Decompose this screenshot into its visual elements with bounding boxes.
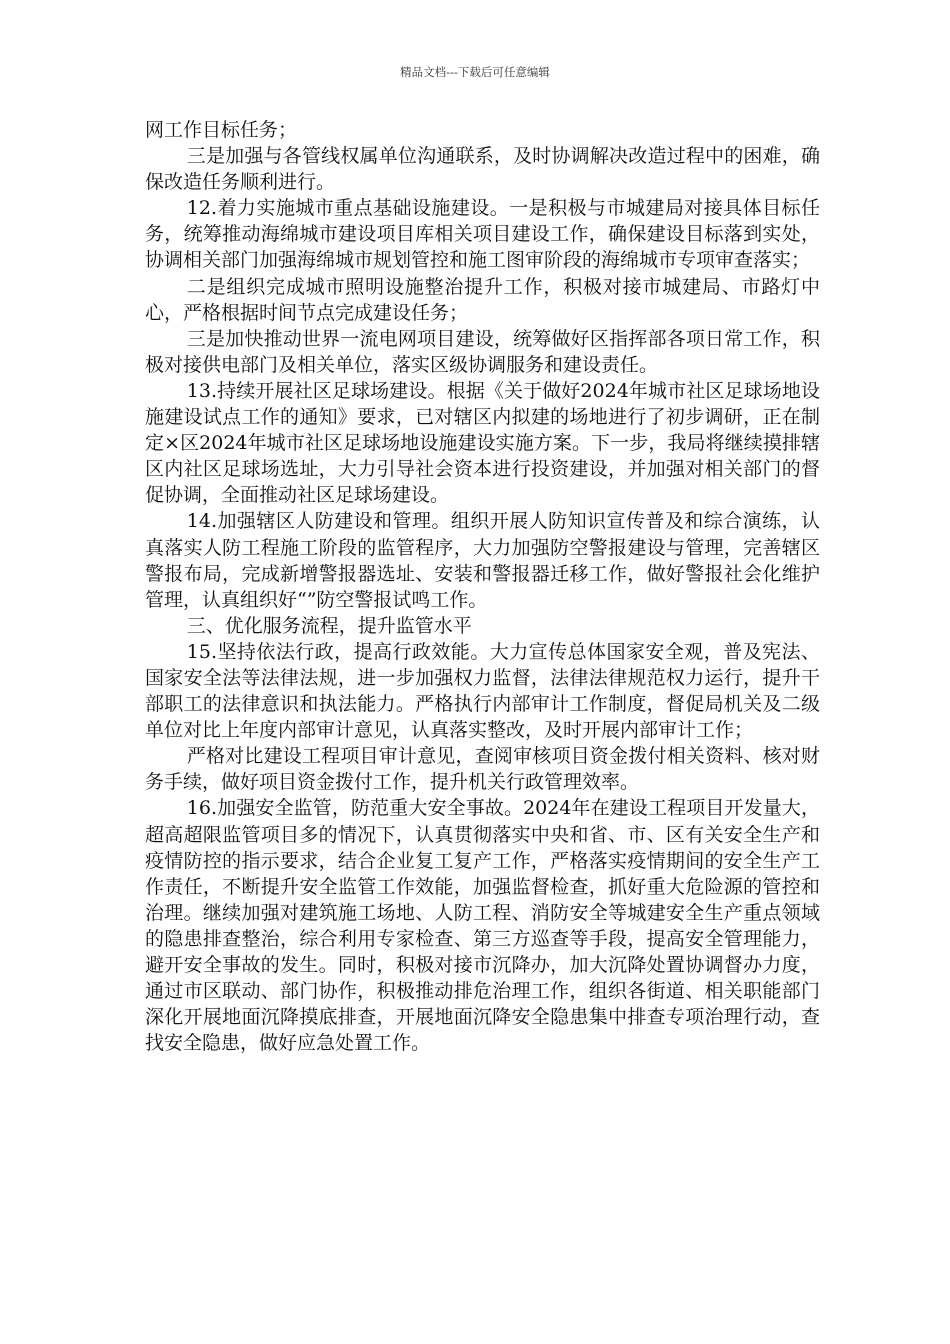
paragraph: 13.持续开展社区足球场建设。根据《关于做好2024年城市社区足球场地设施建设试点工作的通知》要求，已对辖区内拟建的场地进行了初步调研，正在制定×区2024年城市社区足球场地设施建设实施方案。下一步，我局将继续摸排辖区内社区足球场选址，大力引导社会资本进行投资建设，并加强对相关部门的督促协调，全面推动社区足球场建设。 — [145, 379, 820, 507]
paragraph: 14.加强辖区人防建设和管理。组织开展人防知识宣传普及和综合演练，认真落实人防工程施工阶段的监管程序，大力加强防空警报建设与管理，完善辖区警报布局，完成新增警报器选址、安装和警报器迁移工作，做好警报社会化维护管理，认真组织好“”防空警报试鸣工作。 — [145, 510, 820, 611]
section-heading: 三、优化服务流程，提升监管水平 — [186, 614, 472, 637]
paragraph: 三是加快推动世界一流电网项目建设，统筹做好区指挥部各项日常工作，积极对接供电部门及相关单位，落实区级协调服务和建设责任。 — [145, 327, 820, 376]
paragraph: 网工作目标任务； — [145, 119, 298, 141]
paragraph: 12.着力实施城市重点基础设施建设。一是积极与市城建局对接具体目标任务，统筹推动海绵城市建设项目库相关项目建设工作，确保建设目标落到实处，协调相关部门加强海绵城市规划管控和施工图审阶段的海绵城市专项审查落实； — [145, 197, 820, 272]
paragraph: 三是加强与各管线权属单位沟通联系，及时协调解决改造过程中的困难，确保改造任务顺利进行。 — [145, 145, 820, 194]
paragraph: 15.坚持依法行政，提高行政效能。大力宣传总体国家安全观，普及宪法、国家安全法等法律法规，进一步加强权力监督，法律法律规范权力运行，提升干部职工的法律意识和执法能力。严格执行内部审计工作制度，督促局机关及二级单位对比上年度内部审计意见，认真落实整改，及时开展内部审计工作； — [145, 640, 820, 742]
paragraph: 16.加强安全监管，防范重大安全事故。2024年在建设工程项目开发量大，超高超限监管项目多的情况下，认真贯彻落实中央和省、市、区有关安全生产和疫情防控的指示要求，结合企业复工复产工作，严格落实疫情期间的安全生产工作责任，不断提升安全监管工作效能，加强监督检查，抓好重大危险源的管控和治理。继续加强对建筑施工场地、人防工程、消防安全等城建安全生产重点领域的隐患排查整治，综合利用专家检查、第三方巡查等手段，提高安全管理能力，避开安全事故的发生。同时，积极对接市沉降办，加大沉降处置协调督办力度，通过市区联动、部门协作，积极推动排危治理工作，组织各街道、相关职能部门深化开展地面沉降摸底排查，开展地面沉降安全隐患集中排查专项治理行动，查找安全隐患，做好应急处置工作。 — [145, 797, 820, 1055]
document-body — [145, 117, 820, 1056]
paragraph: 二是组织完成城市照明设施整治提升工作，积极对接市城建局、市路灯中心，严格根据时间节点完成建设任务； — [145, 275, 820, 324]
page-header: 精品文档---下载后可任意编辑 — [400, 65, 550, 79]
paragraph: 严格对比建设工程项目审计意见，查阅审核项目资金拨付相关资料、核对财务手续，做好项目资金拨付工作，提升机关行政管理效率。 — [145, 745, 820, 794]
